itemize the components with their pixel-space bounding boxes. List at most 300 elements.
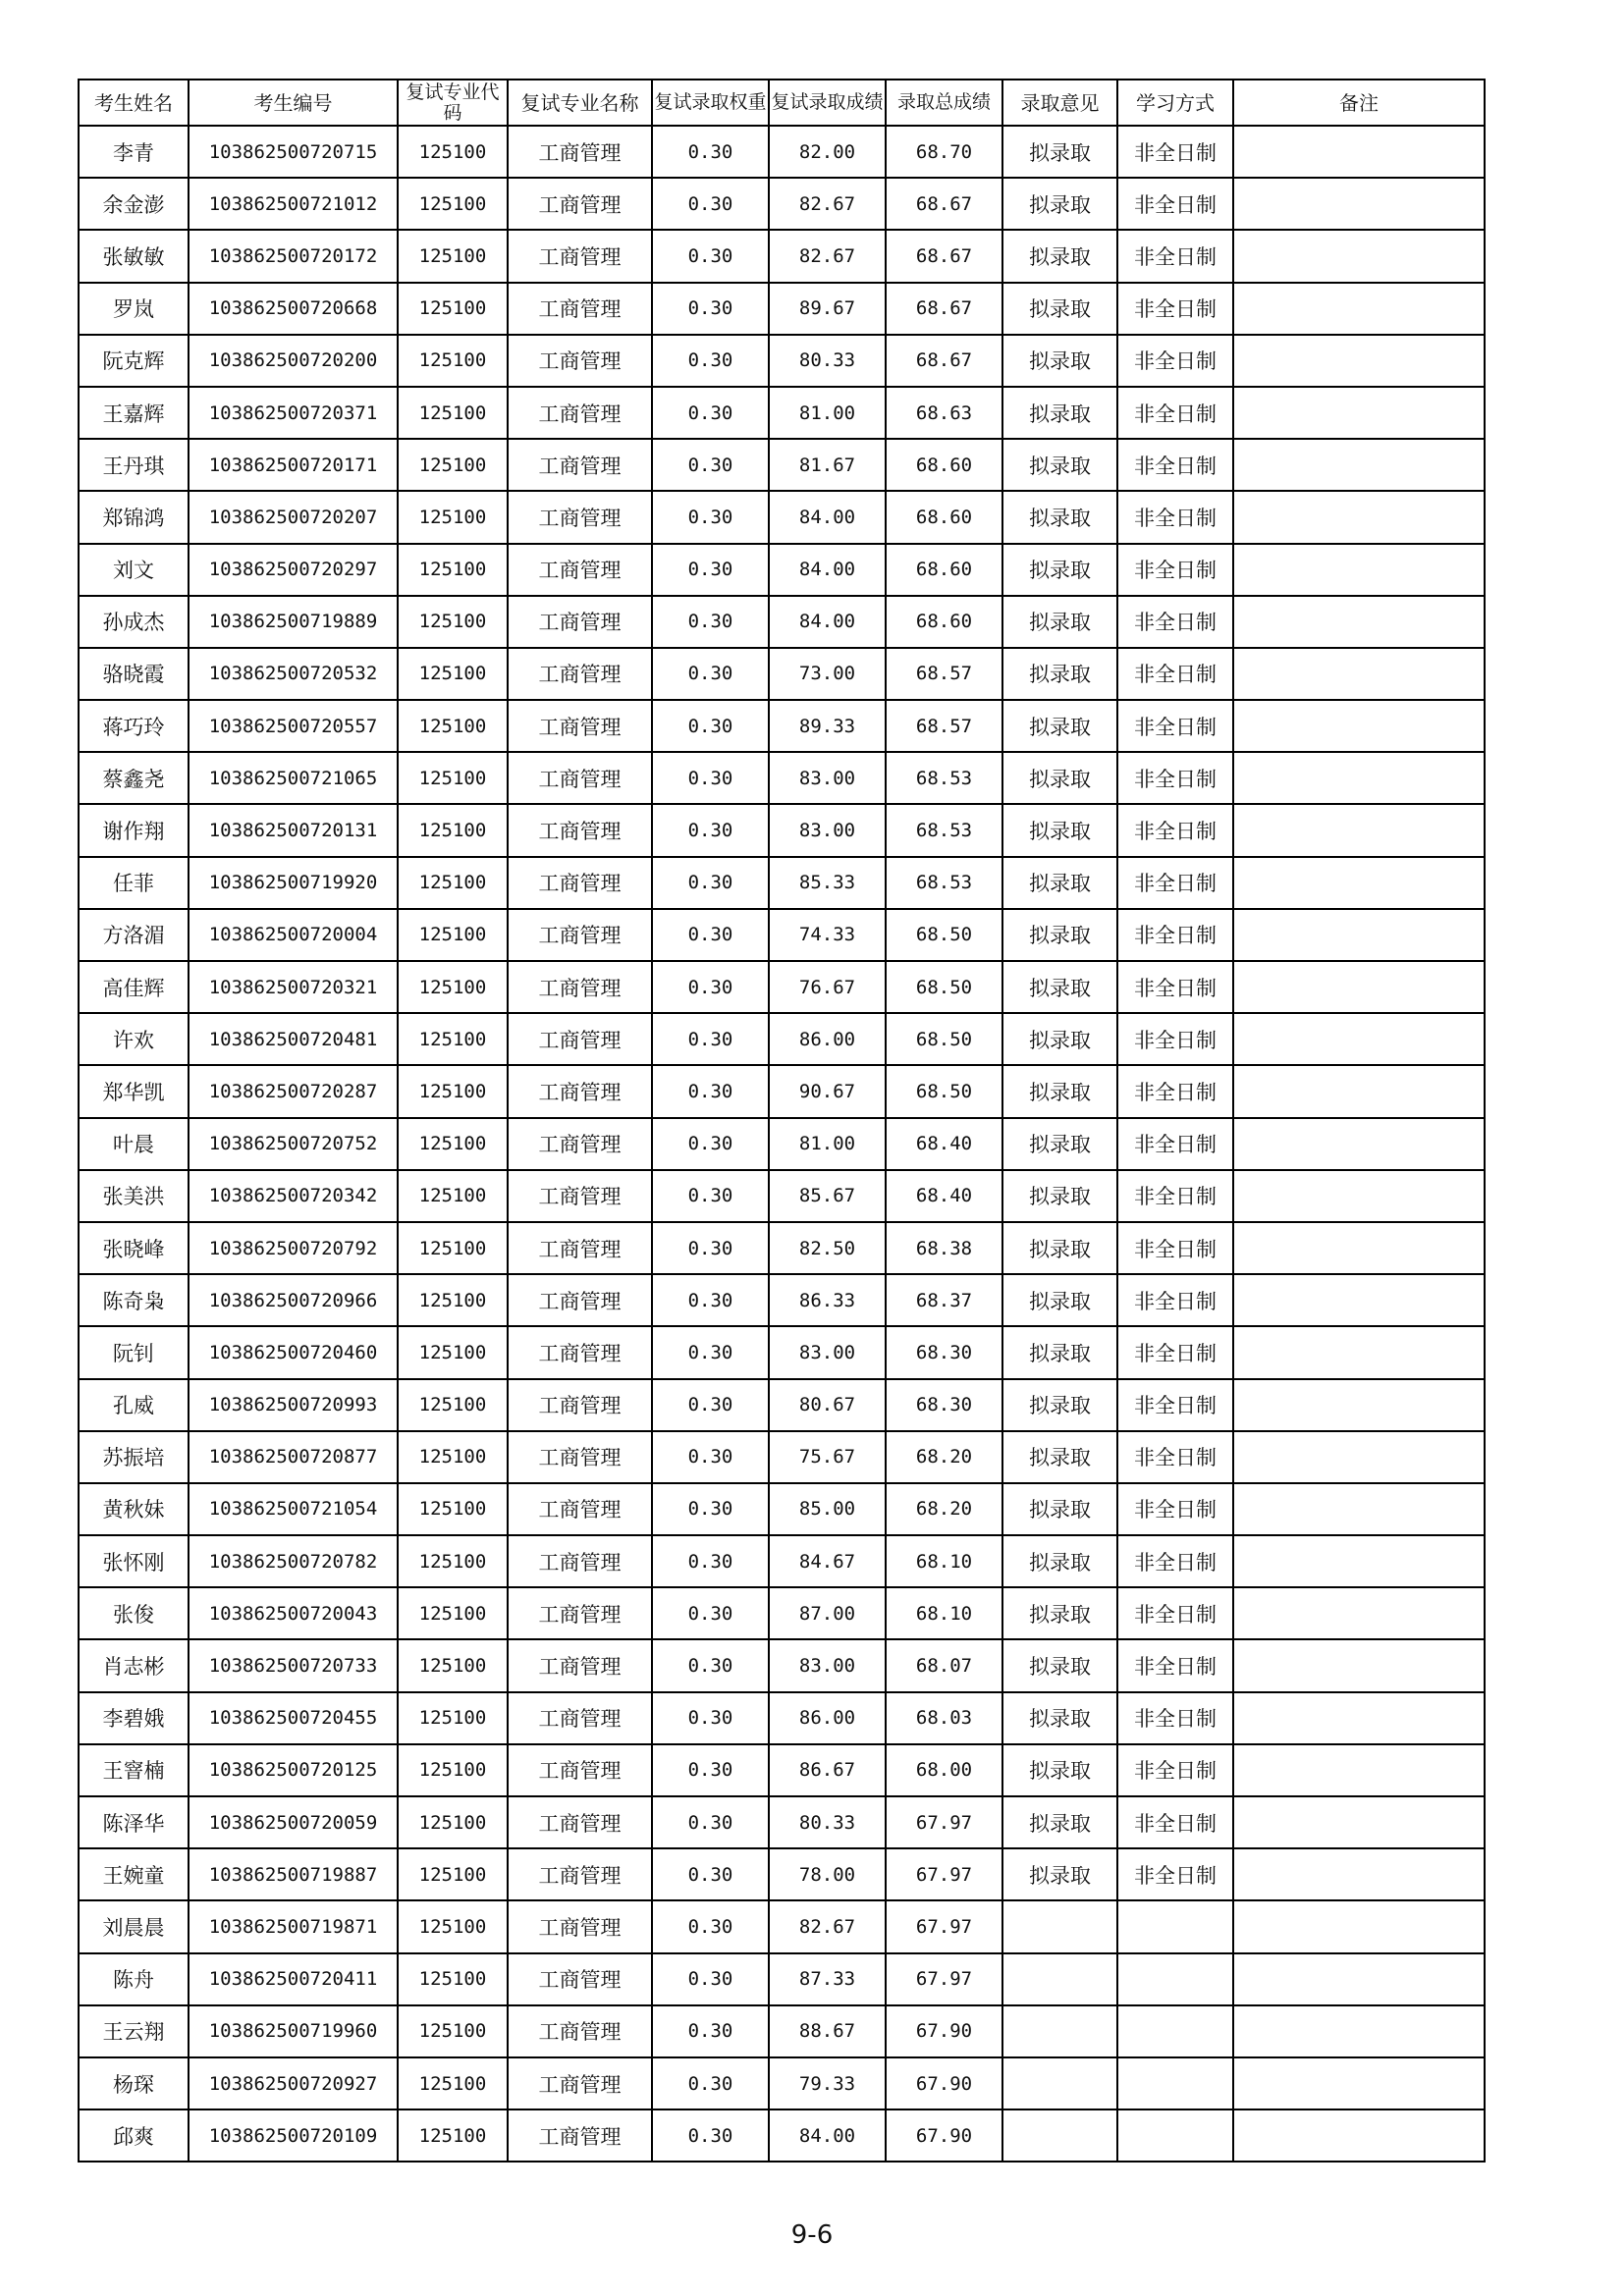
cell-total-score: 68.60 — [886, 596, 1002, 648]
cell-weight: 0.30 — [652, 1953, 769, 2005]
table-row — [79, 1796, 1485, 1848]
cell-major-code: 125100 — [398, 1170, 508, 1222]
cell-major-code: 125100 — [398, 752, 508, 804]
cell-note — [1233, 1118, 1485, 1170]
cell-major-name: 工商管理 — [508, 1170, 652, 1222]
cell-id: 103862500719889 — [189, 596, 398, 648]
cell-total-score: 68.20 — [886, 1431, 1002, 1483]
cell-total-score: 67.90 — [886, 2057, 1002, 2109]
cell-major-code: 125100 — [398, 1274, 508, 1326]
cell-name: 张晓峰 — [79, 1222, 189, 1274]
cell-id: 103862500720557 — [189, 700, 398, 752]
cell-name: 方洛湄 — [79, 909, 189, 961]
cell-opinion: 拟录取 — [1002, 439, 1117, 491]
cell-opinion: 拟录取 — [1002, 178, 1117, 230]
cell-note — [1233, 1848, 1485, 1900]
table-row — [79, 1953, 1485, 2005]
cell-major-code: 125100 — [398, 178, 508, 230]
table-row — [79, 1013, 1485, 1065]
cell-total-score: 68.67 — [886, 178, 1002, 230]
cell-id: 103862500720411 — [189, 1953, 398, 2005]
cell-total-score: 67.97 — [886, 1900, 1002, 1952]
cell-note — [1233, 1379, 1485, 1431]
cell-opinion: 拟录取 — [1002, 700, 1117, 752]
table-row — [79, 283, 1485, 335]
cell-weight: 0.30 — [652, 1118, 769, 1170]
table-header-row — [79, 80, 1485, 126]
cell-opinion: 拟录取 — [1002, 544, 1117, 596]
table-row — [79, 648, 1485, 700]
cell-total-score: 68.10 — [886, 1535, 1002, 1587]
cell-opinion: 拟录取 — [1002, 857, 1117, 909]
cell-major-name: 工商管理 — [508, 1900, 652, 1952]
cell-id: 103862500721065 — [189, 752, 398, 804]
cell-note — [1233, 1326, 1485, 1378]
cell-major-name: 工商管理 — [508, 1587, 652, 1639]
cell-id: 103862500720371 — [189, 387, 398, 439]
cell-study-mode: 非全日制 — [1117, 1170, 1233, 1222]
cell-major-name: 工商管理 — [508, 283, 652, 335]
cell-retest-score: 82.67 — [769, 230, 886, 282]
cell-study-mode: 非全日制 — [1117, 544, 1233, 596]
table-row — [79, 1170, 1485, 1222]
cell-id: 103862500720733 — [189, 1639, 398, 1691]
cell-major-code: 125100 — [398, 804, 508, 856]
cell-retest-score: 74.33 — [769, 909, 886, 961]
header-major-name: 复试专业名称 — [508, 80, 652, 126]
cell-retest-score: 84.00 — [769, 491, 886, 543]
cell-major-name: 工商管理 — [508, 961, 652, 1013]
cell-weight: 0.30 — [652, 439, 769, 491]
cell-note — [1233, 1692, 1485, 1744]
cell-total-score: 68.40 — [886, 1170, 1002, 1222]
cell-major-name: 工商管理 — [508, 596, 652, 648]
cell-major-name: 工商管理 — [508, 387, 652, 439]
cell-weight: 0.30 — [652, 178, 769, 230]
cell-id: 103862500720172 — [189, 230, 398, 282]
cell-study-mode: 非全日制 — [1117, 1326, 1233, 1378]
cell-major-name: 工商管理 — [508, 439, 652, 491]
cell-name: 肖志彬 — [79, 1639, 189, 1691]
table-row — [79, 2005, 1485, 2057]
cell-name: 李青 — [79, 126, 189, 178]
cell-total-score: 68.53 — [886, 804, 1002, 856]
cell-weight: 0.30 — [652, 1639, 769, 1691]
table-row — [79, 387, 1485, 439]
table-row — [79, 2057, 1485, 2109]
cell-study-mode: 非全日制 — [1117, 961, 1233, 1013]
cell-study-mode: 非全日制 — [1117, 335, 1233, 387]
cell-major-code: 125100 — [398, 126, 508, 178]
cell-weight: 0.30 — [652, 1535, 769, 1587]
cell-id: 103862500720715 — [189, 126, 398, 178]
cell-note — [1233, 648, 1485, 700]
cell-retest-score: 86.67 — [769, 1744, 886, 1796]
cell-major-code: 125100 — [398, 1222, 508, 1274]
cell-study-mode: 非全日制 — [1117, 439, 1233, 491]
cell-study-mode: 非全日制 — [1117, 1431, 1233, 1483]
cell-study-mode: 非全日制 — [1117, 1013, 1233, 1065]
cell-study-mode: 非全日制 — [1117, 1744, 1233, 1796]
cell-note — [1233, 1170, 1485, 1222]
table-row — [79, 961, 1485, 1013]
cell-major-code: 125100 — [398, 1692, 508, 1744]
cell-note — [1233, 1639, 1485, 1691]
cell-note — [1233, 857, 1485, 909]
table-row — [79, 335, 1485, 387]
cell-note — [1233, 2057, 1485, 2109]
cell-major-name: 工商管理 — [508, 1065, 652, 1117]
header-id: 考生编号 — [189, 80, 398, 126]
cell-name: 蒋巧玲 — [79, 700, 189, 752]
cell-opinion: 拟录取 — [1002, 1483, 1117, 1535]
table-row — [79, 1639, 1485, 1691]
cell-note — [1233, 700, 1485, 752]
cell-note — [1233, 909, 1485, 961]
cell-id: 103862500720109 — [189, 2109, 398, 2162]
cell-note — [1233, 1796, 1485, 1848]
cell-opinion: 拟录取 — [1002, 1692, 1117, 1744]
cell-total-score: 68.37 — [886, 1274, 1002, 1326]
cell-retest-score: 85.00 — [769, 1483, 886, 1535]
cell-major-name: 工商管理 — [508, 2057, 652, 2109]
cell-opinion: 拟录取 — [1002, 1118, 1117, 1170]
cell-total-score: 68.50 — [886, 1013, 1002, 1065]
cell-name: 孙成杰 — [79, 596, 189, 648]
cell-major-code: 125100 — [398, 700, 508, 752]
cell-study-mode: 非全日制 — [1117, 230, 1233, 282]
cell-retest-score: 85.67 — [769, 1170, 886, 1222]
cell-total-score: 68.57 — [886, 700, 1002, 752]
cell-major-name: 工商管理 — [508, 857, 652, 909]
table-row — [79, 1587, 1485, 1639]
table-body — [79, 126, 1485, 2162]
cell-opinion: 拟录取 — [1002, 648, 1117, 700]
cell-major-code: 125100 — [398, 1639, 508, 1691]
table-row — [79, 700, 1485, 752]
cell-major-code: 125100 — [398, 909, 508, 961]
table-row — [79, 1118, 1485, 1170]
cell-major-name: 工商管理 — [508, 1796, 652, 1848]
cell-major-name: 工商管理 — [508, 1326, 652, 1378]
table-row — [79, 1535, 1485, 1587]
cell-id: 103862500720668 — [189, 283, 398, 335]
cell-weight: 0.30 — [652, 491, 769, 543]
cell-weight: 0.30 — [652, 1379, 769, 1431]
cell-major-name: 工商管理 — [508, 335, 652, 387]
cell-retest-score: 82.67 — [769, 178, 886, 230]
cell-major-name: 工商管理 — [508, 909, 652, 961]
cell-major-code: 125100 — [398, 2109, 508, 2162]
cell-major-code: 125100 — [398, 335, 508, 387]
cell-opinion: 拟录取 — [1002, 596, 1117, 648]
cell-weight: 0.30 — [652, 230, 769, 282]
cell-name: 高佳辉 — [79, 961, 189, 1013]
cell-major-name: 工商管理 — [508, 491, 652, 543]
cell-note — [1233, 1900, 1485, 1952]
cell-note — [1233, 2005, 1485, 2057]
cell-major-name: 工商管理 — [508, 1274, 652, 1326]
cell-major-code: 125100 — [398, 1848, 508, 1900]
cell-major-code: 125100 — [398, 2005, 508, 2057]
cell-note — [1233, 544, 1485, 596]
cell-opinion: 拟录取 — [1002, 1848, 1117, 1900]
cell-weight: 0.30 — [652, 126, 769, 178]
cell-major-code: 125100 — [398, 596, 508, 648]
cell-weight: 0.30 — [652, 544, 769, 596]
cell-note — [1233, 1013, 1485, 1065]
cell-note — [1233, 1065, 1485, 1117]
cell-weight: 0.30 — [652, 387, 769, 439]
cell-study-mode — [1117, 2057, 1233, 2109]
cell-retest-score: 82.00 — [769, 126, 886, 178]
cell-study-mode: 非全日制 — [1117, 1692, 1233, 1744]
cell-retest-score: 83.00 — [769, 1326, 886, 1378]
cell-major-name: 工商管理 — [508, 1953, 652, 2005]
cell-weight: 0.30 — [652, 1796, 769, 1848]
cell-opinion: 拟录取 — [1002, 126, 1117, 178]
cell-retest-score: 81.00 — [769, 387, 886, 439]
cell-retest-score: 86.33 — [769, 1274, 886, 1326]
header-name: 考生姓名 — [79, 80, 189, 126]
cell-total-score: 68.67 — [886, 230, 1002, 282]
cell-name: 谢作翔 — [79, 804, 189, 856]
cell-major-name: 工商管理 — [508, 700, 652, 752]
cell-major-code: 125100 — [398, 1483, 508, 1535]
cell-id: 103862500720455 — [189, 1692, 398, 1744]
cell-study-mode: 非全日制 — [1117, 1796, 1233, 1848]
cell-id: 103862500720004 — [189, 909, 398, 961]
cell-total-score: 68.50 — [886, 961, 1002, 1013]
cell-major-name: 工商管理 — [508, 1483, 652, 1535]
cell-opinion: 拟录取 — [1002, 1379, 1117, 1431]
cell-id: 103862500720342 — [189, 1170, 398, 1222]
cell-major-name: 工商管理 — [508, 1848, 652, 1900]
cell-total-score: 67.97 — [886, 1796, 1002, 1848]
cell-id: 103862500720125 — [189, 1744, 398, 1796]
cell-retest-score: 84.00 — [769, 2109, 886, 2162]
cell-retest-score: 86.00 — [769, 1692, 886, 1744]
cell-study-mode: 非全日制 — [1117, 596, 1233, 648]
cell-major-code: 125100 — [398, 1013, 508, 1065]
cell-weight: 0.30 — [652, 335, 769, 387]
cell-retest-score: 88.67 — [769, 2005, 886, 2057]
header-study-mode: 学习方式 — [1117, 80, 1233, 126]
cell-study-mode — [1117, 1900, 1233, 1952]
cell-id: 103862500720171 — [189, 439, 398, 491]
cell-major-name: 工商管理 — [508, 648, 652, 700]
cell-total-score: 68.63 — [886, 387, 1002, 439]
cell-id: 103862500720792 — [189, 1222, 398, 1274]
cell-total-score: 68.70 — [886, 126, 1002, 178]
cell-weight: 0.30 — [652, 1848, 769, 1900]
cell-retest-score: 89.33 — [769, 700, 886, 752]
cell-weight: 0.30 — [652, 804, 769, 856]
cell-retest-score: 83.00 — [769, 804, 886, 856]
cell-retest-score: 81.00 — [769, 1118, 886, 1170]
cell-opinion — [1002, 2057, 1117, 2109]
header-weight: 复试录取权重 — [652, 80, 769, 126]
cell-name: 张怀刚 — [79, 1535, 189, 1587]
cell-major-code: 125100 — [398, 857, 508, 909]
cell-retest-score: 85.33 — [769, 857, 886, 909]
cell-name: 王婉童 — [79, 1848, 189, 1900]
cell-study-mode: 非全日制 — [1117, 178, 1233, 230]
cell-weight: 0.30 — [652, 1431, 769, 1483]
cell-id: 103862500720966 — [189, 1274, 398, 1326]
cell-name: 王丹琪 — [79, 439, 189, 491]
cell-major-code: 125100 — [398, 961, 508, 1013]
header-opinion: 录取意见 — [1002, 80, 1117, 126]
header-retest-score: 复试录取成绩 — [769, 80, 886, 126]
cell-major-code: 125100 — [398, 1065, 508, 1117]
cell-retest-score: 78.00 — [769, 1848, 886, 1900]
admission-table — [78, 79, 1486, 2163]
cell-name: 刘文 — [79, 544, 189, 596]
table-row — [79, 439, 1485, 491]
cell-opinion: 拟录取 — [1002, 1326, 1117, 1378]
table-row — [79, 1848, 1485, 1900]
cell-opinion: 拟录取 — [1002, 804, 1117, 856]
cell-weight: 0.30 — [652, 1170, 769, 1222]
cell-note — [1233, 1953, 1485, 2005]
cell-study-mode: 非全日制 — [1117, 387, 1233, 439]
cell-name: 蔡鑫尧 — [79, 752, 189, 804]
cell-retest-score: 76.67 — [769, 961, 886, 1013]
cell-opinion: 拟录取 — [1002, 752, 1117, 804]
cell-id: 103862500720927 — [189, 2057, 398, 2109]
cell-note — [1233, 491, 1485, 543]
cell-name: 余金澎 — [79, 178, 189, 230]
cell-name: 郑华凯 — [79, 1065, 189, 1117]
table-row — [79, 909, 1485, 961]
cell-study-mode — [1117, 1953, 1233, 2005]
cell-note — [1233, 439, 1485, 491]
cell-note — [1233, 1431, 1485, 1483]
table-row — [79, 2109, 1485, 2162]
cell-id: 103862500720460 — [189, 1326, 398, 1378]
cell-major-code: 125100 — [398, 1744, 508, 1796]
cell-weight: 0.30 — [652, 1065, 769, 1117]
cell-major-code: 125100 — [398, 1587, 508, 1639]
cell-id: 103862500720131 — [189, 804, 398, 856]
cell-retest-score: 84.00 — [769, 596, 886, 648]
cell-weight: 0.30 — [652, 2109, 769, 2162]
cell-name: 罗岚 — [79, 283, 189, 335]
cell-id: 103862500720200 — [189, 335, 398, 387]
cell-major-name: 工商管理 — [508, 1013, 652, 1065]
cell-name: 王窨楠 — [79, 1744, 189, 1796]
cell-major-name: 工商管理 — [508, 230, 652, 282]
table-row — [79, 1692, 1485, 1744]
cell-name: 邱爽 — [79, 2109, 189, 2162]
cell-study-mode: 非全日制 — [1117, 1587, 1233, 1639]
cell-retest-score: 81.67 — [769, 439, 886, 491]
cell-opinion — [1002, 2005, 1117, 2057]
cell-study-mode: 非全日制 — [1117, 804, 1233, 856]
cell-opinion: 拟录取 — [1002, 909, 1117, 961]
cell-name: 黄秋妹 — [79, 1483, 189, 1535]
cell-major-code: 125100 — [398, 1379, 508, 1431]
cell-name: 任菲 — [79, 857, 189, 909]
cell-name: 陈奇枭 — [79, 1274, 189, 1326]
cell-name: 陈泽华 — [79, 1796, 189, 1848]
cell-total-score: 68.03 — [886, 1692, 1002, 1744]
cell-opinion: 拟录取 — [1002, 1587, 1117, 1639]
cell-major-code: 125100 — [398, 491, 508, 543]
cell-name: 阮克辉 — [79, 335, 189, 387]
cell-id: 103862500720877 — [189, 1431, 398, 1483]
cell-major-code: 125100 — [398, 1118, 508, 1170]
cell-total-score: 68.60 — [886, 439, 1002, 491]
cell-total-score: 68.00 — [886, 1744, 1002, 1796]
cell-total-score: 68.53 — [886, 857, 1002, 909]
cell-total-score: 68.07 — [886, 1639, 1002, 1691]
cell-major-name: 工商管理 — [508, 1431, 652, 1483]
cell-note — [1233, 961, 1485, 1013]
table-row — [79, 752, 1485, 804]
table-row — [79, 230, 1485, 282]
cell-id: 103862500721012 — [189, 178, 398, 230]
cell-name: 陈舟 — [79, 1953, 189, 2005]
cell-opinion: 拟录取 — [1002, 387, 1117, 439]
cell-weight: 0.30 — [652, 2005, 769, 2057]
cell-opinion — [1002, 2109, 1117, 2162]
table-row — [79, 544, 1485, 596]
cell-opinion: 拟录取 — [1002, 1639, 1117, 1691]
cell-major-name: 工商管理 — [508, 1118, 652, 1170]
cell-study-mode: 非全日制 — [1117, 1379, 1233, 1431]
table-row — [79, 1222, 1485, 1274]
cell-total-score: 68.10 — [886, 1587, 1002, 1639]
cell-id: 103862500720532 — [189, 648, 398, 700]
table-row — [79, 857, 1485, 909]
cell-study-mode: 非全日制 — [1117, 1118, 1233, 1170]
cell-weight: 0.30 — [652, 1900, 769, 1952]
cell-major-name: 工商管理 — [508, 2005, 652, 2057]
cell-major-code: 125100 — [398, 283, 508, 335]
cell-opinion: 拟录取 — [1002, 1796, 1117, 1848]
cell-opinion — [1002, 1900, 1117, 1952]
cell-study-mode: 非全日制 — [1117, 126, 1233, 178]
cell-weight: 0.30 — [652, 1587, 769, 1639]
cell-retest-score: 87.00 — [769, 1587, 886, 1639]
cell-total-score: 67.97 — [886, 1953, 1002, 2005]
cell-opinion — [1002, 1953, 1117, 2005]
cell-id: 103862500720059 — [189, 1796, 398, 1848]
cell-retest-score: 80.33 — [769, 1796, 886, 1848]
cell-weight: 0.30 — [652, 1274, 769, 1326]
cell-id: 103862500720043 — [189, 1587, 398, 1639]
cell-study-mode: 非全日制 — [1117, 1274, 1233, 1326]
cell-opinion: 拟录取 — [1002, 1065, 1117, 1117]
cell-major-name: 工商管理 — [508, 2109, 652, 2162]
cell-id: 103862500721054 — [189, 1483, 398, 1535]
cell-study-mode: 非全日制 — [1117, 1848, 1233, 1900]
cell-name: 孔威 — [79, 1379, 189, 1431]
cell-weight: 0.30 — [652, 1013, 769, 1065]
cell-major-code: 125100 — [398, 439, 508, 491]
header-note: 备注 — [1233, 80, 1485, 126]
cell-weight: 0.30 — [652, 909, 769, 961]
cell-weight: 0.30 — [652, 752, 769, 804]
cell-opinion: 拟录取 — [1002, 961, 1117, 1013]
cell-retest-score: 84.67 — [769, 1535, 886, 1587]
cell-major-code: 125100 — [398, 1796, 508, 1848]
cell-study-mode: 非全日制 — [1117, 1535, 1233, 1587]
cell-id: 103862500720752 — [189, 1118, 398, 1170]
cell-total-score: 68.50 — [886, 1065, 1002, 1117]
